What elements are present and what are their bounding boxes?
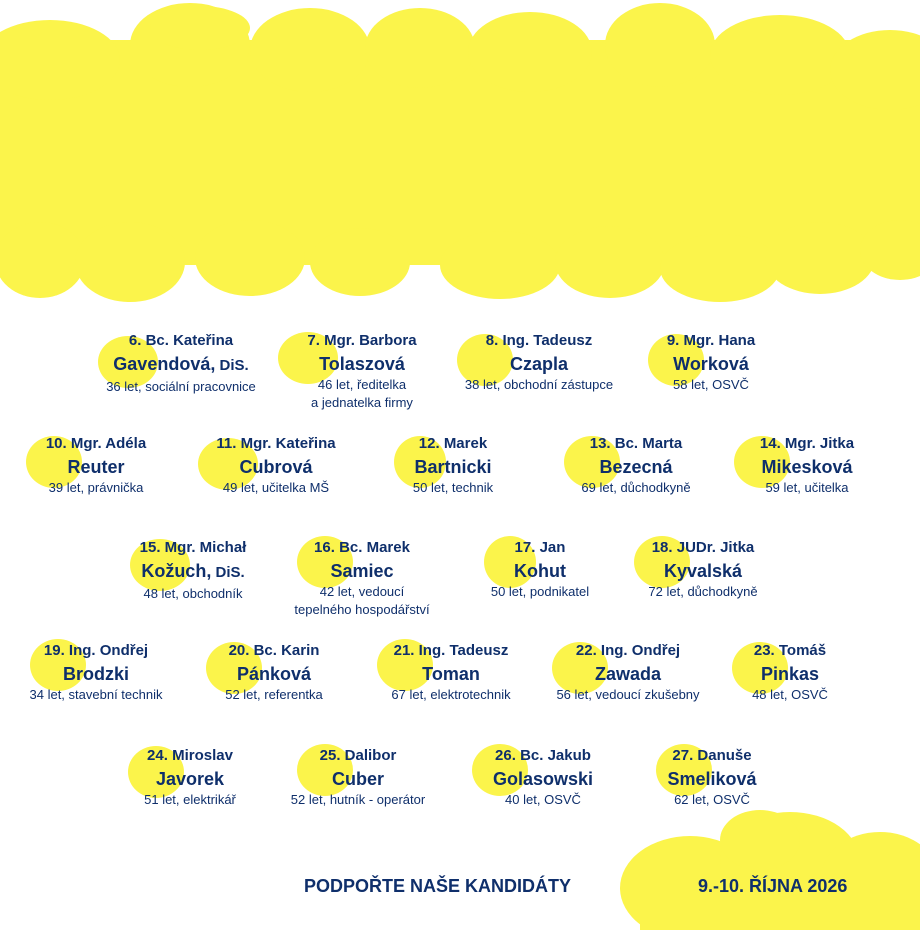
candidate-card — [465, 330, 613, 394]
candidate-number-title: 26. Bc. Jakub — [495, 747, 591, 764]
candidate-description: 46 let, ředitelka — [317, 377, 407, 392]
candidate-description: 69 let, důchodkyně — [581, 480, 691, 495]
candidate-number-title: 19. Ing. Ondřej — [43, 642, 149, 659]
surname-text: Bartnicki — [414, 457, 492, 477]
candidate-description: 59 let, učitelka — [765, 480, 849, 495]
surname-text: Czapla — [509, 354, 569, 374]
surname-text: Pinkas — [760, 664, 820, 684]
candidate-surname — [140, 559, 247, 585]
candidate-surname — [307, 352, 416, 376]
surname-text: Brodzki — [62, 664, 130, 684]
surname-text: Toman — [422, 664, 480, 684]
candidate-description: 48 let, obchodník — [143, 586, 243, 601]
candidate-card — [667, 330, 755, 394]
candidate-card — [144, 745, 236, 809]
candidate-surname — [667, 352, 755, 376]
surname-text: Zawada — [594, 664, 662, 684]
candidate-description: 48 let, OSVČ — [752, 687, 828, 702]
degree-suffix: DiS. — [211, 564, 245, 581]
candidate-card — [752, 640, 828, 704]
candidate-surname — [556, 662, 699, 686]
candidate-description: 58 let, OSVČ — [673, 377, 749, 392]
surname-text: Bezecná — [599, 457, 673, 477]
candidate-number-title: 21. Ing. Tadeusz — [393, 642, 509, 659]
candidate-card — [556, 640, 699, 704]
candidate-surname — [294, 559, 429, 583]
candidate-surname — [391, 662, 510, 686]
candidate-card — [291, 745, 425, 809]
candidate-number-title: 16. Bc. Marek — [314, 539, 410, 556]
candidate-number-title: 24. Miroslav — [147, 747, 233, 764]
candidate-surname — [752, 662, 828, 686]
candidate-card — [46, 433, 146, 497]
candidate-surname — [760, 455, 854, 479]
candidate-number-title: 27. Danuše — [672, 747, 752, 764]
candidate-surname — [413, 455, 493, 479]
candidate-number-title: 6. Bc. Kateřina — [128, 332, 234, 349]
candidate-card — [491, 537, 589, 601]
candidate-number-title: 9. Mgr. Hana — [666, 332, 756, 349]
candidate-surname — [465, 352, 613, 376]
candidate-description: 72 let, důchodkyně — [648, 584, 758, 599]
candidate-description: 67 let, elektrotechnik — [391, 687, 511, 702]
candidate-surname — [46, 455, 146, 479]
candidate-surname — [106, 352, 256, 378]
candidate-card — [140, 537, 247, 603]
candidate-description: tepelného hospodářství — [294, 602, 430, 617]
surname-text: Cuber — [331, 769, 385, 789]
candidate-number-title: 25. Dalibor — [319, 747, 397, 764]
candidate-number-title: 17. Jan — [514, 539, 566, 556]
surname-text: Kožuch, — [141, 561, 212, 581]
candidate-card — [307, 330, 416, 412]
candidate-surname — [30, 662, 163, 686]
candidate-surname — [144, 767, 236, 791]
surname-text: Pánková — [236, 664, 312, 684]
surname-text: Smeliková — [667, 769, 757, 789]
surname-text: Cubrová — [239, 457, 313, 477]
candidate-card — [581, 433, 690, 497]
surname-text: Reuter — [67, 457, 125, 477]
candidate-number-title: 20. Bc. Karin — [228, 642, 320, 659]
candidate-description: 34 let, stavební technik — [29, 687, 163, 702]
slogan-text: PODPOŘTE NAŠE KANDIDÁTY — [304, 876, 572, 896]
surname-text: Worková — [673, 354, 749, 374]
candidate-description: 49 let, učitelka MŠ — [222, 480, 330, 495]
surname-text: Kohut — [514, 561, 566, 581]
candidate-card — [216, 433, 335, 497]
candidate-number-title: 13. Bc. Marta — [589, 435, 683, 452]
candidate-card — [391, 640, 510, 704]
candidate-surname — [216, 455, 335, 479]
candidate-number-title: 10. Mgr. Adéla — [45, 435, 147, 452]
candidate-number-title: 22. Ing. Ondřej — [575, 642, 681, 659]
candidate-description: 56 let, vedoucí zkušebny — [556, 687, 700, 702]
candidate-description: a jednatelka firmy — [311, 395, 413, 410]
candidate-card — [760, 433, 854, 497]
candidate-card — [413, 433, 493, 497]
candidate-number-title: 12. Marek — [418, 435, 488, 452]
candidate-description: 52 let, referentka — [225, 687, 323, 702]
candidate-surname — [491, 559, 589, 583]
candidate-surname — [667, 767, 756, 791]
candidate-description: 50 let, podnikatel — [490, 584, 590, 599]
candidate-card — [667, 745, 756, 809]
candidate-surname — [581, 455, 690, 479]
candidate-card — [294, 537, 429, 619]
surname-text: Mikesková — [761, 457, 853, 477]
candidate-card — [106, 330, 256, 396]
surname-text: Javorek — [155, 769, 225, 789]
candidate-number-title: 14. Mgr. Jitka — [759, 435, 855, 452]
surname-text: Golasowski — [492, 769, 594, 789]
candidate-description: 52 let, hutník - operátor — [290, 792, 426, 807]
candidate-description: 40 let, OSVČ — [505, 792, 581, 807]
candidate-number-title: 23. Tomáš — [753, 642, 827, 659]
candidate-number-title: 7. Mgr. Barbora — [307, 332, 417, 349]
degree-suffix: DiS. — [215, 357, 249, 374]
candidate-description: 39 let, právnička — [48, 480, 144, 495]
candidate-surname — [291, 767, 425, 791]
candidate-number-title: 8. Ing. Tadeusz — [485, 332, 593, 349]
candidate-description: 50 let, technik — [412, 480, 494, 495]
candidate-surname — [648, 559, 757, 583]
surname-text: Gavendová, — [113, 354, 216, 374]
candidate-card — [30, 640, 163, 704]
candidate-description: 62 let, OSVČ — [674, 792, 750, 807]
candidate-number-title: 15. Mgr. Michał — [139, 539, 247, 556]
candidate-description: 38 let, obchodní zástupce — [464, 377, 614, 392]
surname-text: Samiec — [330, 561, 394, 581]
candidate-description: 36 let, sociální pracovnice — [106, 379, 256, 394]
candidate-surname — [225, 662, 323, 686]
candidate-surname — [493, 767, 593, 791]
candidate-number-title: 18. JUDr. Jitka — [651, 539, 755, 556]
surname-text: Tolaszová — [319, 354, 405, 374]
candidate-card — [648, 537, 757, 601]
candidate-description: 51 let, elektrikář — [144, 792, 236, 807]
candidate-description: 42 let, vedoucí — [319, 584, 405, 599]
candidate-number-title: 11. Mgr. Kateřina — [216, 435, 336, 452]
candidate-card — [493, 745, 593, 809]
surname-text: Kyvalská — [663, 561, 743, 581]
candidate-card — [225, 640, 323, 704]
election-date: 9.-10. ŘÍJNA 2026 — [698, 876, 848, 896]
